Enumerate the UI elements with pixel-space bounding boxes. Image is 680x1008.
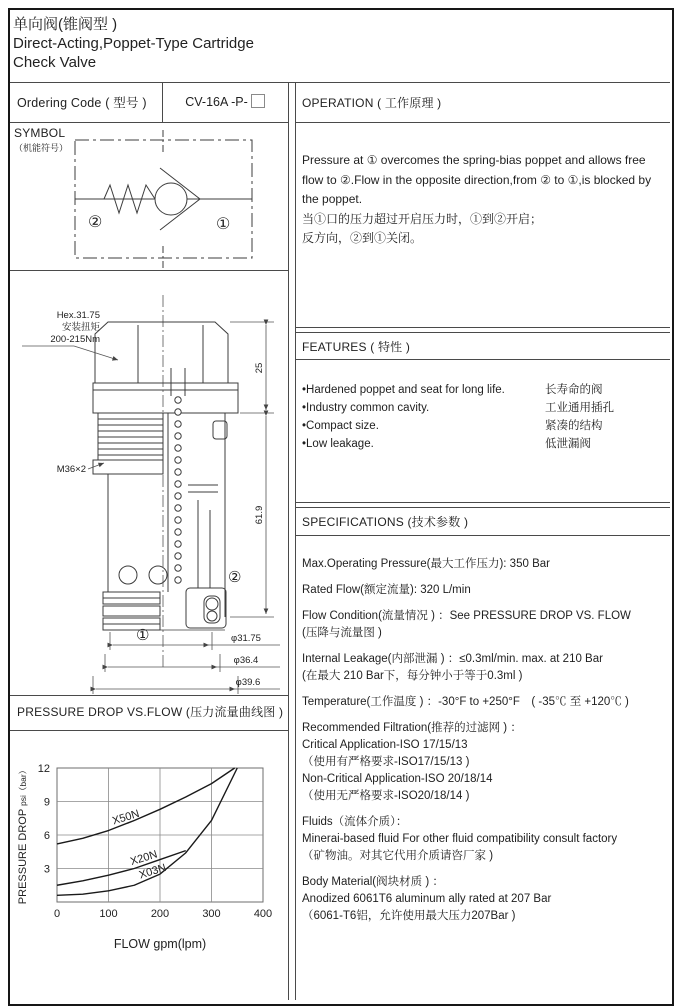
drawing-labels <box>50 310 265 688</box>
title-chinese: 单向阀(锥阀型 ) <box>13 16 118 33</box>
flow-hole <box>149 566 167 584</box>
svg-text:300: 300 <box>202 908 221 920</box>
ordering-code-option-box <box>251 94 265 108</box>
features-title: FEATURES ( 特性 ) <box>302 340 411 354</box>
drawing-port-2: ② <box>228 569 242 586</box>
rule-chart-header-top <box>10 695 288 696</box>
hydraulic-symbol-diagram <box>8 122 288 270</box>
svg-text:0: 0 <box>53 908 61 920</box>
symbol-port-1: ① <box>216 216 231 233</box>
spec-item: Recommended Filtration(推荐的过滤网 ) ： Critical Application-ISO 17/15/13 （使用有严格要求-ISO17/15/13 ) Non-Critical Application-ISO 20/18/14 （使用无严格要求-ISO20/18/14 ) <box>302 722 522 802</box>
valve-cross-section-drawing <box>8 270 288 695</box>
specifications-list <box>302 556 668 934</box>
svg-text:9: 9 <box>43 796 50 809</box>
spec-item: Fluids（流体介质）： Minerai-based fluid For other fluid compatibility consult factory （矿物油。对其它代用介质请咨厂家 ) <box>302 816 618 862</box>
hex-torque-label-line2: 安装扭矩 <box>61 322 100 333</box>
hex-head <box>95 322 228 383</box>
svg-text:400: 400 <box>253 908 273 920</box>
spec-item: Rated Flow(额定流量): 320 L/min <box>302 584 471 596</box>
symbol-subtitle: （机能符号） <box>14 143 69 153</box>
chart-curves <box>57 768 237 895</box>
rule-operation-bottom <box>295 327 670 328</box>
feature-item: •Compact size. 紧凑的结构 <box>302 420 603 432</box>
page-title <box>13 15 254 72</box>
spec-item: Internal Leakage(内部泄漏 ) ：≤0.3ml/min. max. at 210 Bar (在最大 210 Bar下，每分钟小于等于0.3ml ) <box>302 653 603 682</box>
features-list <box>302 381 664 453</box>
chart-axis-labels <box>17 766 206 951</box>
chart-x-axis-label: FLOW gpm(lpm) <box>113 937 207 951</box>
rule-specs-header-bottom <box>295 535 670 536</box>
dim-dia-31-75-label: φ31.75 <box>231 633 261 644</box>
rule-operation-header-bottom <box>295 122 670 123</box>
curve-label: X20N <box>129 848 159 869</box>
chart-title: PRESSURE DROP VS.FLOW (压力流量曲线图 ) <box>17 705 284 719</box>
dim-61-9-label: 61.9 <box>254 505 265 525</box>
symbol-title: SYMBOL <box>14 126 66 140</box>
ordering-code-label: Ordering Code ( 型号 ) <box>17 96 147 110</box>
rule-specs-top <box>295 507 670 508</box>
rule-features-bottom <box>295 502 670 503</box>
rule-features-header-bottom <box>295 359 670 360</box>
spec-item: Temperature(工作温度 ) ：-30°F to +250°F ( -35℃ 至 +120℃ ) <box>302 696 629 708</box>
curve-label: X50N <box>111 807 141 828</box>
chart-y-axis-label: PRESSURE DROP psi（bar） <box>17 765 29 905</box>
valve-body-geometry <box>93 295 238 668</box>
feature-item: •Hardened poppet and seat for long life. 长寿命的阀 <box>302 384 603 396</box>
operation-text-chinese-1: 当①口的压力超过开启压力时，①到②开启； <box>302 211 543 226</box>
chart-tick-labels <box>38 763 272 920</box>
operation-text-chinese-2: 反方向，②到①关闭。 <box>302 231 423 245</box>
pressure-flow-chart <box>8 730 288 1002</box>
check-valve-symbol <box>75 130 252 268</box>
svg-text:3: 3 <box>43 863 50 876</box>
hex-torque-label-line3: 200-215Nm <box>50 334 100 345</box>
svg-text:12: 12 <box>37 763 50 775</box>
rule-right-column-left <box>295 82 296 1000</box>
operation-text-english: Pressure at ① overcomes the spring-bias poppet and allows free flow to ②.Flow in the opposite direction,from ② to ①,is blocked by the poppet. <box>302 153 652 206</box>
title-english-line1: Direct-Acting,Poppet-Type Cartridge <box>13 35 254 52</box>
svg-text:100: 100 <box>99 908 118 920</box>
svg-text:200: 200 <box>150 908 170 920</box>
specifications-title: SPECIFICATIONS (技术参数 ) <box>302 515 469 529</box>
operation-body <box>302 151 668 249</box>
symbol-port-2: ② <box>88 214 103 231</box>
poppet-ball-glyph <box>155 183 187 215</box>
ordering-code-value: CV-16A -P- <box>163 94 287 109</box>
curve-label: X03N <box>137 861 168 882</box>
dim-25-label: 25 <box>254 362 265 374</box>
spec-item: Max.Operating Pressure(最大工作压力): 350 Bar <box>302 558 550 570</box>
svg-text:6: 6 <box>43 830 50 842</box>
dim-dia-39-6-label: φ39.6 <box>235 677 261 688</box>
title-english-line2: Check Valve <box>13 54 97 71</box>
feature-item: •Low leakage. 低泄漏阀 <box>302 438 591 450</box>
collar <box>93 383 238 413</box>
spec-item: Body Material(阀块材质 ) ： Anodized 6061T6 aluminum ally rated at 207 Bar （6061-T6铝，允许使用最大压力207Bar ) <box>302 876 552 922</box>
rule-under-title <box>10 82 670 83</box>
dim-dia-36-4-label: φ36.4 <box>233 655 259 666</box>
hex-torque-label-line1: Hex.31.75 <box>56 310 100 321</box>
spring-coils <box>175 397 181 583</box>
rule-left-column-right <box>288 82 289 1000</box>
rule-features-top <box>295 332 670 333</box>
feature-item: •Industry common cavity. 工业通用插孔 <box>302 402 614 414</box>
chart-grid <box>57 768 263 902</box>
thread-size-label: M36×2 <box>56 464 86 475</box>
operation-title: OPERATION ( 工作原理 ) <box>302 96 442 110</box>
flow-hole <box>119 566 137 584</box>
drawing-port-1: ① <box>136 627 150 644</box>
spec-item: Flow Condition(流量情况 ) ：See PRESSURE DROP VS. FLOW (压降与流量图 ) <box>302 610 631 639</box>
